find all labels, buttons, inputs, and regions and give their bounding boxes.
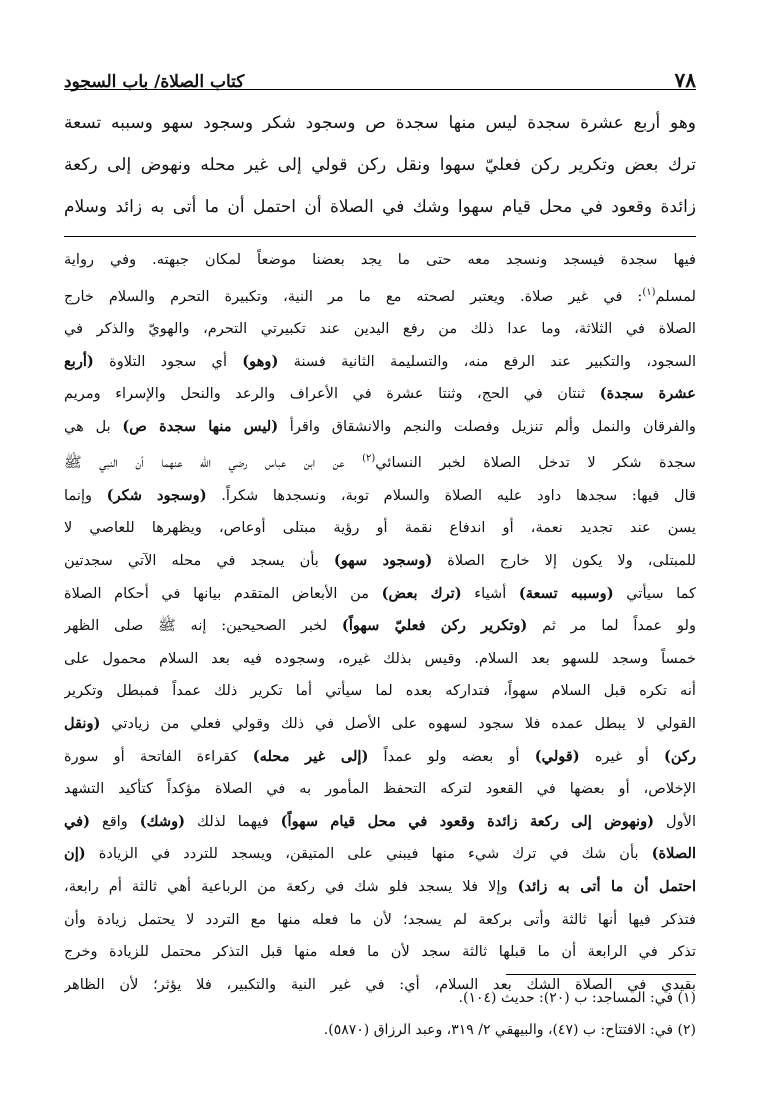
bold-matn-quote: (وسببه تسعة) [518, 584, 614, 602]
commentary-segment: والفرقان والنمل وألم تنزيل وفصلت والنجم والانشقاق واقرأ [278, 417, 696, 435]
commentary-line [64, 675, 696, 708]
bold-matn-quote: (قولي) [534, 747, 580, 765]
commentary-segment: الإخلاص، أو بعضها في القعود لتركه التحفظ المأمور به في الصلاة مؤكداً كتأكيد التشهد [64, 780, 696, 798]
commentary-segment: لمسلم [655, 287, 696, 305]
header-rule [64, 89, 696, 90]
commentary-line [64, 904, 696, 937]
commentary-line [64, 313, 696, 346]
commentary-segment: فيهما لذلك [185, 812, 281, 830]
commentary-segment: فيها سجدة فيسجد ونسجد معه حتى ما يجد بعضنا موضعاً لمكان جبهته. وفي رواية [64, 251, 696, 268]
commentary-segment: ثنتان في الحج، وثنتا عشرة في الأعراف والرعد والنحل والإسراء ومريم [64, 385, 600, 403]
commentary-line [64, 610, 696, 643]
bold-matn-quote: (ونقل [64, 715, 101, 733]
commentary-segment: كقراءة الفاتحة أو سورة [64, 747, 253, 765]
footnote: (١) في: المساجد: ب (٢٠): حديث (١٠٤). [458, 990, 696, 1006]
commentary-segment: : في غير صلاة. ويعتبر لصحته مع ما مر النية، وتكبيرة التحرم والسلام خارج [64, 287, 643, 305]
commentary-segment: كما سيأتي [613, 584, 696, 602]
bold-matn-quote: عشرة سجدة) [599, 385, 696, 403]
commentary-segment: لخبر الصحيحين: إنه ﷺ صلى الظهر [64, 617, 342, 635]
commentary-segment: للمبتلى، ولا يكون إلا خارج الصلاة [432, 552, 696, 570]
bold-matn-quote: (إن [64, 845, 86, 863]
commentary-segment: سجدة شكر لا تدخل الصلاة لخبر النسائي [375, 454, 696, 472]
commentary-segment: وإلا فلا يسجد فلو شك في ركعة من الرباعية أهي ثالثة أم رابعة، [64, 878, 518, 895]
commentary-segment: أو غيره [579, 747, 664, 765]
footnotes [64, 982, 696, 1046]
commentary-line [64, 277, 696, 313]
commentary-segment: ولو عمداً لما مر ثم [527, 617, 696, 635]
commentary-line [64, 741, 696, 774]
matn-line: ترك بعض وتكرير ركن فعليّ سهوا ونقل ركن قولي إلى غير محله ونهوض إلى ركعة [64, 155, 696, 175]
commentary-line [64, 480, 696, 513]
commentary-line [64, 443, 696, 479]
bold-matn-quote: (ترك بعض) [381, 584, 462, 602]
bold-matn-quote: (أربع [64, 352, 94, 370]
footnote-divider [506, 974, 696, 975]
commentary-segment: من الأبعاض المتقدم بيانها في أحكام الصلاة [64, 584, 382, 602]
bold-matn-quote: (وسجود سهو) [333, 552, 433, 570]
bold-matn-quote: (إلى غير محله) [252, 747, 369, 765]
chapter-title: كتاب الصلاة/ باب السجود [64, 72, 245, 92]
commentary-segment: أشياء [461, 584, 519, 602]
commentary-line [64, 346, 696, 379]
commentary-line [64, 643, 696, 676]
commentary-line [64, 806, 696, 839]
commentary-segment: السجود، والتكبير عند الرفع منه، والتسليمة الثانية فسنة [278, 352, 696, 370]
main-text [64, 102, 696, 228]
commentary-line [64, 708, 696, 741]
commentary-segment: بأن يسجد في محله الآتي سجدتين [64, 552, 334, 570]
bold-matn-quote: (ليس منها سجدة ص) [122, 417, 279, 435]
commentary-segment: واقع [90, 812, 140, 830]
commentary-segment: أو بعضه ولو عمداً [368, 747, 535, 765]
bold-matn-quote: (وتكرير ركن فعليّ سهواً) [341, 617, 528, 635]
commentary-segment: الأول [654, 812, 696, 830]
commentary-segment: عن ابن عباس رضي الله عنهما أن النبي ﷺ [64, 454, 363, 472]
commentary-line [64, 773, 696, 806]
footnote-ref: (٢) [362, 453, 376, 465]
commentary-segment: أي سجود التلاوة [93, 352, 243, 370]
bold-matn-quote: (وشك) [139, 812, 186, 830]
commentary-segment: وإنما [64, 486, 107, 504]
commentary-line [64, 838, 696, 871]
commentary-segment: بأن شك في ترك شيء منها فيبني على المتيقن، ويسجد للتردد في الزيادة [85, 845, 652, 863]
commentary-segment: بقيدي في الصلاة الشك بعد السلام، أي: في غير النية والتكبير، فلا يؤثر؛ لأن الظاهر [64, 975, 696, 993]
section-divider [64, 236, 696, 237]
matn-line: زائدة وقعود في محل قيام سهوا وشك في الصلاة أن احتمل أن ما أتى به زائد وسلام [64, 197, 696, 217]
page-number: ٧٨ [674, 68, 696, 92]
commentary-line [64, 378, 696, 411]
running-header [64, 56, 696, 92]
commentary-line [64, 545, 696, 578]
commentary-segment: القولي لا يبطل عمده فلا سجود لسهوه على الأصل في ذلك وقولي فعلي من زيادتي [100, 715, 696, 733]
bold-matn-quote: (وسجود شكر) [106, 486, 207, 504]
commentary-line [64, 512, 696, 545]
commentary-segment: يسن عند تجديد نعمة، أو اندفاع نقمة أو رؤية مبتلى أوعاص، ويظهرها للعاصي لا [64, 519, 696, 537]
commentary-segment: قال فيها: سجدها داود عليه الصلاة والسلام توبة، ونسجدها شكراً. [206, 486, 696, 504]
footnote-ref: (١) [642, 286, 656, 298]
commentary-line [64, 244, 696, 277]
matn-line: وهو أربع عشرة سجدة ليس منها سجدة ص وسجود شكر وسجود سهو وسببه تسعة [64, 113, 696, 133]
commentary-line [64, 578, 696, 611]
footnote: (٢) في: الافتتاح: ب (٤٧)، والبيهقي ٢/ ٣١٩، وعبد الرزاق (٥٨٧٠). [323, 1022, 696, 1038]
bold-matn-quote: (في [64, 812, 91, 830]
commentary-segment: خمساً وسجد للسهو بعد السلام. وقيس بذلك غيره، وسجوده فيه بعد السلام محمول على [64, 649, 696, 667]
commentary-segment: تذكر في الرابعة أن ما قبلها ثالثة سجد لأن ما فعله منها قبل التذكر محتمل للزيادة وخرج [64, 943, 696, 961]
commentary-line [64, 411, 696, 444]
commentary-segment: الصلاة في الثلاثة، وما عدا ذلك من رفع اليدين عند تكبيرتي التحرم، والهويّ والذكر في [64, 320, 696, 338]
bold-matn-quote: الصلاة) [651, 845, 696, 863]
commentary-segment: فتذكر فيها أنها ثالثة وأتى بركعة لم يسجد؛ لأن ما فعله منها مع التردد لا يحتمل زيادة وأن [64, 910, 696, 928]
bold-matn-quote: احتمل أن ما أتى به زائد) [517, 878, 696, 895]
bold-matn-quote: ركن) [663, 747, 696, 765]
bold-matn-quote: (وهو) [242, 352, 279, 370]
commentary-segment: أنه تكره قبل السلام سهواً، فتداركه بعده لما سيأتي أما تكرير ذلك عمداً فمبطل وتكرير [64, 682, 696, 700]
commentary-line [64, 936, 696, 969]
commentary-text [64, 244, 696, 1001]
bold-matn-quote: (ونهوض إلى ركعة زائدة وقعود في محل قيام سهواً) [280, 812, 655, 830]
commentary-line [64, 871, 696, 904]
commentary-segment: بل هي [64, 417, 123, 435]
